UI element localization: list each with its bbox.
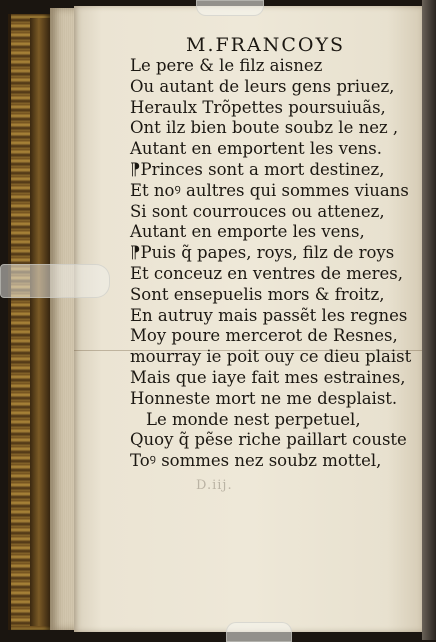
verse-line: Mais que iaye fait mes estraines,: [130, 367, 406, 387]
running-header: M.FRANCOYS: [186, 34, 346, 56]
bottom-clip: [226, 622, 292, 642]
verse-line: Heraulx Trõpettes poursuiuãs,: [130, 97, 386, 117]
verse-line: Quoy q̃ pẽse riche paillart couste: [130, 430, 407, 450]
top-clip: [196, 0, 264, 16]
side-clip: [0, 264, 110, 298]
verse-line: ⁋Princes sont a mort destinez,: [130, 159, 385, 179]
pilcrow-icon: ⁋: [130, 243, 141, 263]
verse-line: ⁋Puis q̃ papes, roys, filz de roys: [130, 243, 395, 263]
verse-line: Toꝰ sommes nez soubz mottel,: [130, 451, 382, 471]
verse-line: Autant en emporte les vens,: [130, 222, 365, 242]
verse-line: Et conceuz en ventres de meres,: [130, 263, 403, 283]
show-through-signature: D.iij.: [196, 478, 233, 493]
verse-line: Le pere & le filz aisnez: [130, 56, 323, 75]
verse-line: Ou autant de leurs gens priuez,: [130, 76, 395, 96]
verse-line: Et noꝰ aultres qui sommes viuans: [130, 180, 409, 200]
verse-line: mourray ie poit ouy ce dieu plaist: [130, 347, 412, 367]
pilcrow-icon: ⁋: [130, 159, 141, 179]
verse-line: Moy poure mercerot de Resnes,: [130, 326, 398, 346]
verse-line: Ont ilz bien boute soubz le nez ,: [130, 118, 399, 138]
verse-line: Honneste mort ne me desplaist.: [130, 388, 398, 408]
verse-line: Le monde nest perpetuel,: [146, 409, 361, 429]
verse-line: Autant en emportent les vens.: [130, 139, 383, 159]
binding-spine-gilt: [30, 18, 52, 626]
verse-line: En autruy mais passẽt les regnes: [130, 305, 408, 325]
facing-page-edge: [422, 0, 436, 640]
verse-line: Si sont courrouces ou attenez,: [130, 201, 385, 221]
verse-line: Sont ensepuelis mors & froitz,: [130, 284, 385, 304]
verse-text: [128, 56, 420, 472]
